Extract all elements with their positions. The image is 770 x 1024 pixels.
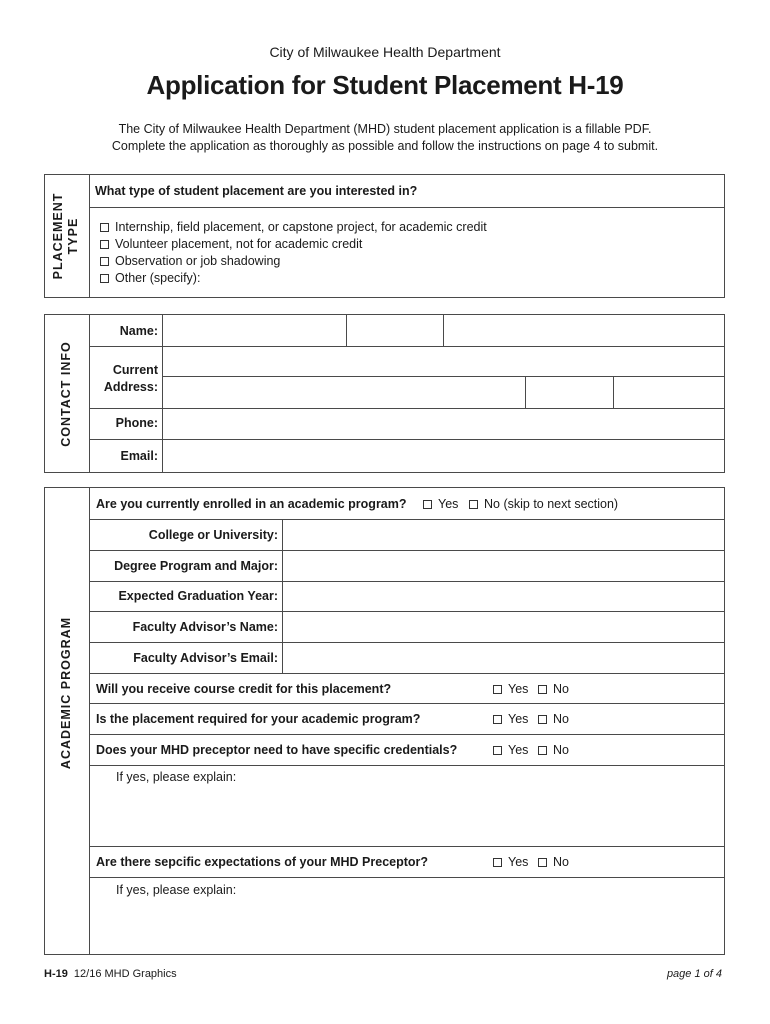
checkbox-icon[interactable] — [469, 500, 478, 509]
advisor-name-field[interactable] — [283, 612, 724, 642]
checkbox-icon[interactable] — [493, 746, 502, 755]
credentials-explain-field[interactable] — [91, 766, 724, 845]
email-field[interactable] — [163, 440, 724, 471]
footer-form-code: H-19 — [44, 968, 68, 980]
footer-form-details: 12/16 MHD Graphics — [73, 968, 177, 980]
checkbox-icon[interactable] — [493, 715, 502, 724]
checkbox-icon[interactable] — [493, 685, 502, 694]
checkbox-icon[interactable] — [538, 858, 547, 867]
address-city-field[interactable] — [526, 377, 613, 408]
expectations-explain-field[interactable] — [91, 878, 724, 953]
credentials-no-option[interactable]: No — [538, 743, 569, 757]
college-label: College or University: — [148, 528, 278, 542]
name-field-3[interactable] — [444, 316, 724, 346]
checkbox-icon[interactable] — [423, 500, 432, 509]
phone-label: Phone: — [115, 416, 158, 430]
placement-option-other[interactable]: Other (specify): — [100, 271, 200, 285]
page-title: Application for Student Placement H-19 — [146, 70, 624, 100]
credit-question: Will you receive course credit for this placement? — [96, 682, 392, 696]
organization-name: City of Milwaukee Health Department — [269, 44, 501, 60]
placement-option-volunteer[interactable]: Volunteer placement, not for academic credit — [100, 237, 362, 251]
checkbox-icon[interactable] — [538, 685, 547, 694]
expectations-explain-label: If yes, please explain: — [116, 883, 237, 897]
placement-type-sidebar — [45, 175, 90, 297]
expectations-question: Are there sepcific expectations of your MHD Preceptor? — [96, 855, 429, 869]
graduation-label: Expected Graduation Year: — [118, 589, 278, 603]
enrolled-yes-option[interactable]: Yes — [423, 497, 458, 511]
contact-info-sidebar — [45, 315, 90, 472]
footer-form-info — [44, 968, 177, 980]
credit-no-option[interactable]: No — [538, 682, 569, 696]
expectations-no-option[interactable]: No — [538, 855, 569, 869]
intro-text — [60, 121, 710, 155]
checkbox-icon[interactable] — [100, 274, 109, 283]
address-line-1-field[interactable] — [163, 347, 724, 376]
enrolled-no-option[interactable]: No (skip to next section) — [469, 497, 618, 511]
advisor-email-field[interactable] — [283, 643, 724, 673]
required-no-option[interactable]: No — [538, 712, 569, 726]
phone-field[interactable] — [163, 409, 724, 439]
academic-program-section — [44, 487, 725, 955]
address-street-field[interactable] — [163, 377, 525, 408]
degree-label: Degree Program and Major: — [114, 559, 278, 573]
credentials-explain-label: If yes, please explain: — [116, 770, 237, 784]
credentials-question: Does your MHD preceptor need to have specific credentials? — [96, 743, 458, 757]
intro-line-1: The City of Milwaukee Health Department (MHD) student placement application is a fillable PDF. — [118, 122, 652, 136]
checkbox-icon[interactable] — [538, 715, 547, 724]
contact-info-label: CONTACT INFO — [59, 341, 73, 447]
advisor-email-label: Faculty Advisor’s Email: — [133, 651, 278, 665]
required-yes-option[interactable]: Yes — [493, 712, 528, 726]
checkbox-icon[interactable] — [538, 746, 547, 755]
address-zip-field[interactable] — [614, 377, 724, 408]
credentials-yes-option[interactable]: Yes — [493, 743, 528, 757]
placement-type-section — [44, 174, 725, 298]
graduation-field[interactable] — [283, 582, 724, 611]
checkbox-icon[interactable] — [100, 257, 109, 266]
email-label: Email: — [120, 449, 158, 463]
placement-option-internship[interactable]: Internship, field placement, or capstone project, for academic credit — [100, 220, 487, 234]
name-field[interactable] — [163, 316, 345, 346]
placement-option-observation[interactable]: Observation or job shadowing — [100, 254, 280, 268]
credit-yes-option[interactable]: Yes — [493, 682, 528, 696]
checkbox-icon[interactable] — [100, 223, 109, 232]
expectations-yes-option[interactable]: Yes — [493, 855, 528, 869]
checkbox-icon[interactable] — [493, 858, 502, 867]
advisor-name-label: Faculty Advisor’s Name: — [132, 620, 278, 634]
placement-question: What type of student placement are you interested in? — [95, 184, 418, 198]
page-number: page 1 of 4 — [666, 968, 722, 980]
intro-line-2: Complete the application as thoroughly as possible and follow the instructions on page 4 to submit. — [111, 139, 659, 153]
name-label: Name: — [119, 324, 158, 338]
academic-program-label: ACADEMIC PROGRAM — [59, 616, 73, 770]
checkbox-icon[interactable] — [100, 240, 109, 249]
address-label: Current Address: — [103, 363, 158, 394]
college-field[interactable] — [283, 520, 724, 550]
name-field-2[interactable] — [347, 316, 443, 346]
degree-field[interactable] — [283, 551, 724, 581]
enrolled-question: Are you currently enrolled in an academic program? — [96, 497, 407, 511]
required-question: Is the placement required for your academic program? — [96, 712, 421, 726]
placement-type-label: PLACEMENT TYPE — [51, 192, 80, 280]
contact-info-section — [44, 314, 725, 473]
academic-program-sidebar — [45, 488, 90, 954]
